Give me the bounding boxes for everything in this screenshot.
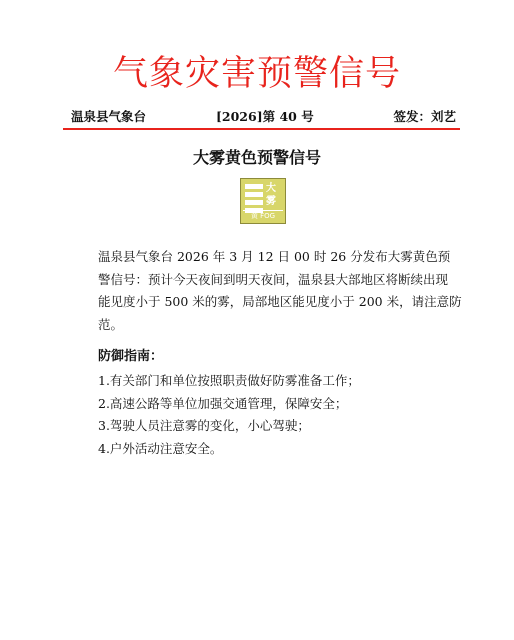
warning-paragraph bbox=[98, 246, 470, 336]
guide-list bbox=[98, 370, 478, 460]
list-item: 3.驾驶人员注意雾的变化，小心驾驶； bbox=[98, 418, 310, 433]
list-item: 2.高速公路等单位加强交通管理，保障安全； bbox=[98, 395, 348, 411]
header-divider bbox=[63, 128, 460, 130]
list-item: 4.户外活动注意安全。 bbox=[98, 440, 223, 456]
paragraph-line: 警信号：预计今天夜间到明天夜间，温泉县大部地区将断续出现 bbox=[98, 271, 449, 287]
icon-char-da: 大 bbox=[266, 183, 276, 194]
document-meta-row bbox=[66, 107, 456, 127]
list-item: 1.有关部门和单位按照职责做好防雾准备工作； bbox=[98, 373, 360, 388]
issuer-label: 温泉县气象台 bbox=[71, 109, 147, 124]
icon-char-wu: 雾 bbox=[266, 196, 276, 207]
paragraph-line: 温泉县气象台 2026 年 3 月 12 日 00 时 26 分发布大雾黄色预 bbox=[98, 249, 451, 264]
fog-yellow-warning-icon bbox=[240, 178, 286, 224]
icon-bottom-text: 黄 FOG bbox=[243, 210, 283, 221]
guide-title: 防御指南： bbox=[98, 349, 164, 364]
paragraph-line: 范。 bbox=[98, 316, 124, 332]
document-heading: 大雾黄色预警信号 bbox=[192, 148, 321, 167]
page-title: 气象灾害预警信号 bbox=[112, 54, 401, 94]
paragraph-line: 能见度小于 500 米的雾，局部地区能见度小于 200 米，请注意防 bbox=[98, 294, 462, 309]
document-number: [2026]第 40 号 bbox=[216, 109, 314, 124]
signer-label: 签发：刘艺 bbox=[393, 109, 456, 124]
